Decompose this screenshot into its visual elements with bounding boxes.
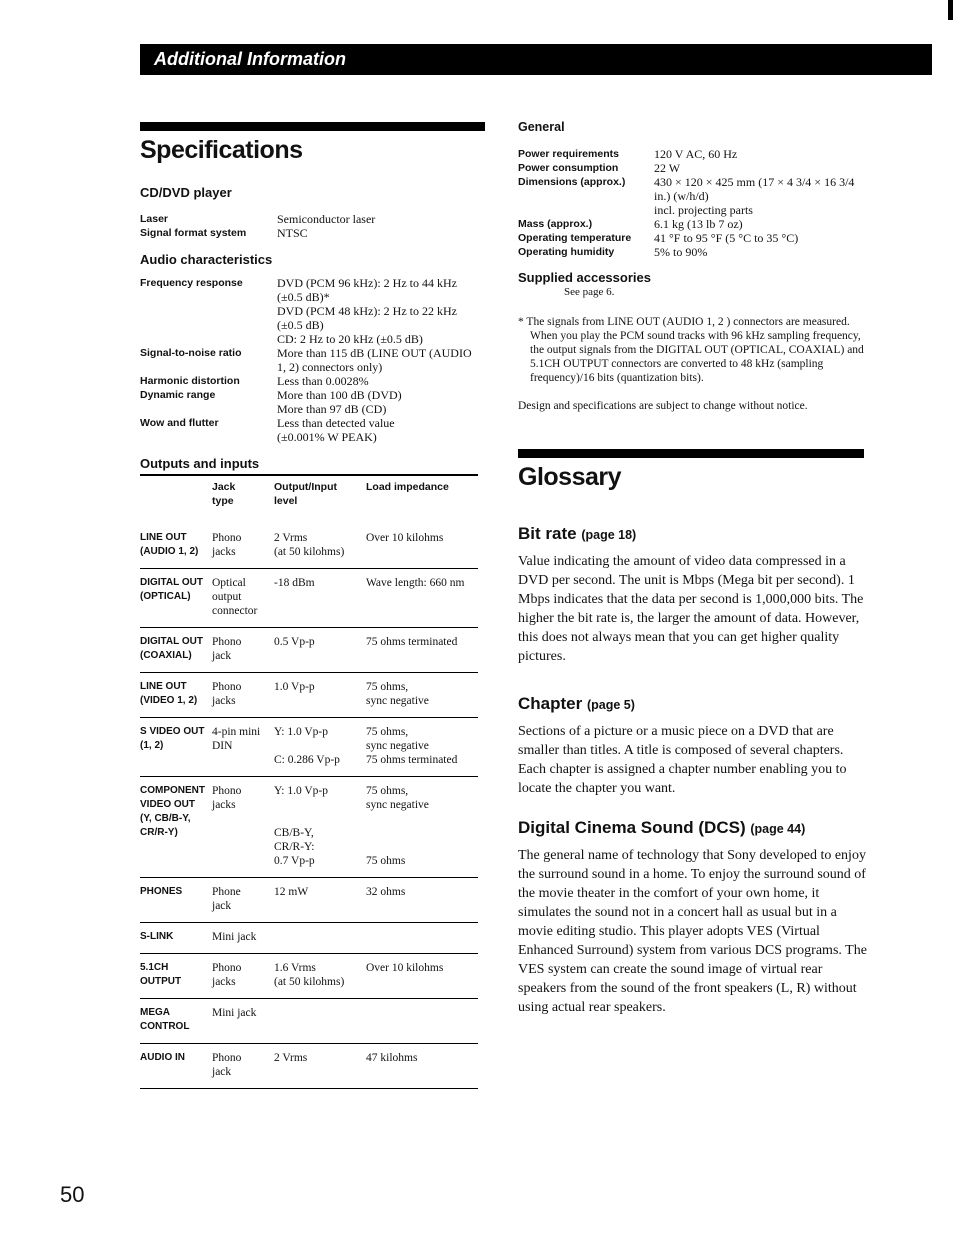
accessories-text: See page 6.	[564, 286, 615, 298]
spec-value: 6.1 kg (13 lb 7 oz)	[654, 217, 743, 231]
glossary-term	[518, 818, 868, 838]
spec-value: Less than 0.0028%	[277, 374, 369, 388]
table-cell: 75 ohms, sync negative 75 ohms	[366, 777, 478, 878]
term-name: Digital Cinema Sound (DCS)	[518, 818, 746, 837]
table-row	[140, 524, 478, 569]
term-definition: Value indicating the amount of video data compressed in a DVD per second. The unit is Mbps (Mega bit per second). 1 Mbps indicates that the data per second is 1,000,000 bits. The higher the bit rate is, the larger the amount of data. However, this does not always mean that you can get higher quality pictures.	[518, 554, 864, 664]
spec-label: Harmonic distortion	[140, 375, 240, 387]
table-row	[140, 954, 478, 999]
spec-value: 41 °F to 95 °F (5 °C to 35 °C)	[654, 231, 799, 245]
table-cell: 0.5 Vp-p	[274, 628, 366, 673]
spec-row	[140, 276, 485, 346]
spec-value: 120 V AC, 60 Hz	[654, 147, 738, 161]
spec-label: Laser	[140, 213, 169, 225]
table-cell: Phono jacks	[212, 524, 274, 569]
term-page-ref: (page 18)	[581, 528, 637, 542]
audio-specs	[140, 276, 485, 444]
jack-name: 5.1CH OUTPUT	[140, 954, 212, 999]
specifications-title: Specifications	[140, 136, 303, 164]
table-cell: Optical output connector	[212, 569, 274, 628]
spec-value: DVD (PCM 96 kHz): 2 Hz to 44 kHz (±0.5 dB)* DVD (PCM 48 kHz): 2 Hz to 22 kHz (±0.5 dB) CD: 2 Hz to 20 kHz (±0.5 dB)	[277, 276, 457, 346]
spec-value: 5% to 90%	[654, 245, 708, 259]
table-row	[140, 777, 478, 878]
outputs-heading: Outputs and inputs	[140, 456, 260, 471]
table-cell: Phono jacks	[212, 673, 274, 718]
column-header: Output/Input level	[274, 475, 366, 524]
column-header: Jack type	[212, 475, 274, 524]
spec-row	[518, 147, 868, 161]
table-cell	[274, 999, 366, 1044]
table-cell: 75 ohms, sync negative	[366, 673, 478, 718]
specifications-column	[140, 122, 485, 1089]
column-header	[140, 475, 212, 524]
table-cell: Phone jack	[212, 878, 274, 923]
page-number: 50	[60, 1182, 85, 1207]
spec-label: Frequency response	[140, 277, 243, 289]
jack-name: AUDIO IN	[140, 1044, 212, 1089]
change-notice: Design and specifications are subject to change without notice.	[518, 400, 808, 412]
jack-name: S-LINK	[140, 923, 212, 954]
spec-row	[518, 175, 868, 217]
spec-value: 22 W	[654, 161, 681, 175]
right-column	[518, 120, 868, 1017]
glossary-term	[518, 694, 868, 714]
spec-row	[140, 346, 485, 374]
general-heading: General	[518, 120, 565, 134]
jack-name: COMPONENT VIDEO OUT (Y, CB/B-Y, CR/R-Y)	[140, 777, 212, 878]
jack-name: S VIDEO OUT (1, 2)	[140, 718, 212, 777]
table-row	[140, 673, 478, 718]
spec-value: Less than detected value (±0.001% W PEAK)	[277, 416, 395, 444]
section-banner: Additional Information	[140, 44, 932, 75]
table-cell: 32 ohms	[366, 878, 478, 923]
table-cell: Phono jacks	[212, 954, 274, 999]
table-cell	[274, 923, 366, 954]
jack-name: MEGA CONTROL	[140, 999, 212, 1044]
table-cell: 1.0 Vp-p	[274, 673, 366, 718]
cd-dvd-specs	[140, 212, 485, 240]
spec-label: Power consumption	[518, 162, 619, 174]
term-definition: Sections of a picture or a music piece on a DVD that are smaller than titles. A title is composed of several chapters. Each chapter is assigned a chapter number enabling you to locate the chapter you want.	[518, 724, 847, 796]
table-cell: 75 ohms terminated	[366, 628, 478, 673]
table-row	[140, 923, 478, 954]
term-page-ref: (page 5)	[586, 698, 635, 712]
glossary-term	[518, 524, 868, 544]
jack-name: PHONES	[140, 878, 212, 923]
spec-label: Mass (approx.)	[518, 218, 593, 230]
table-row	[140, 569, 478, 628]
spec-row	[518, 245, 868, 259]
title-rule	[140, 122, 485, 131]
spec-value: More than 115 dB (LINE OUT (AUDIO 1, 2) connectors only)	[277, 346, 472, 374]
table-row	[140, 1044, 478, 1089]
table-cell: Mini jack	[212, 923, 274, 954]
edge-mark	[948, 0, 953, 20]
spec-row	[140, 388, 485, 416]
term-page-ref: (page 44)	[750, 822, 806, 836]
table-cell: Phono jack	[212, 628, 274, 673]
spec-row	[518, 217, 868, 231]
term-name: Bit rate	[518, 524, 577, 543]
column-header: Load impedance	[366, 475, 478, 524]
glossary-rule	[518, 449, 864, 458]
spec-row	[518, 161, 868, 175]
spec-value: More than 100 dB (DVD) More than 97 dB (CD)	[277, 388, 402, 416]
general-specs	[518, 147, 868, 259]
table-cell: 75 ohms, sync negative 75 ohms terminated	[366, 718, 478, 777]
table-cell: 1.6 Vrms (at 50 kilohms)	[274, 954, 366, 999]
table-row	[140, 718, 478, 777]
spec-label: Signal format system	[140, 227, 247, 239]
table-cell: Phono jacks	[212, 777, 274, 878]
table-cell: Y: 1.0 Vp-p CB/B-Y, CR/R-Y: 0.7 Vp-p	[274, 777, 366, 878]
table-row	[140, 628, 478, 673]
table-cell: 2 Vrms	[274, 1044, 366, 1089]
accessories-heading: Supplied accessories	[518, 270, 651, 285]
table-cell: 4-pin mini DIN	[212, 718, 274, 777]
table-cell: Mini jack	[212, 999, 274, 1044]
spec-row	[140, 416, 485, 444]
spec-label: Operating humidity	[518, 246, 615, 258]
spec-row	[140, 374, 485, 388]
audio-heading: Audio characteristics	[140, 252, 273, 267]
spec-value: Semiconductor laser	[277, 212, 376, 226]
table-cell: Wave length: 660 nm	[366, 569, 478, 628]
table-cell	[366, 923, 478, 954]
jack-name: DIGITAL OUT (OPTICAL)	[140, 569, 212, 628]
footnote: * The signals from LINE OUT (AUDIO 1, 2 ) connectors are measured. When you play the PCM sound tracks with 96 kHz sampling frequency, the output signals from the DIGITAL OUT (OPTICAL, COAXIAL) and 5.1CH OUTPUT connectors are converted to 48 kHz (sampling frequency)/16 bits (quantization bits).	[518, 316, 864, 384]
table-cell: 47 kilohms	[366, 1044, 478, 1089]
cd-dvd-heading: CD/DVD player	[140, 185, 232, 200]
jack-name: DIGITAL OUT (COAXIAL)	[140, 628, 212, 673]
jack-name: LINE OUT (VIDEO 1, 2)	[140, 673, 212, 718]
spec-label: Operating temperature	[518, 232, 632, 244]
table-row	[140, 999, 478, 1044]
spec-label: Dimensions (approx.)	[518, 176, 626, 188]
spec-label: Signal-to-noise ratio	[140, 347, 242, 359]
table-cell	[366, 999, 478, 1044]
table-cell: 12 mW	[274, 878, 366, 923]
spec-value: 430 × 120 × 425 mm (17 × 4 3/4 × 16 3/4 in.) (w/h/d) incl. projecting parts	[654, 175, 855, 217]
spec-label: Wow and flutter	[140, 417, 219, 429]
table-cell: Y: 1.0 Vp-p C: 0.286 Vp-p	[274, 718, 366, 777]
spec-row	[140, 212, 485, 226]
term-definition: The general name of technology that Sony developed to enjoy the surround sound in a home. To enjoy the surround sound of the movie theater in the comfort of your own home, it simulates the sound not in a concert hall as usual but in a movie editing studio. This player adopts VES (Virtual Enhanced Surround) system from various DCS programs. The VES system can create the sound image of virtual rear speakers from the sound of the front speakers (L, R) without using actual rear speakers.	[518, 848, 867, 1015]
table-cell: -18 dBm	[274, 569, 366, 628]
spec-row	[518, 231, 868, 245]
table-cell: Phono jack	[212, 1044, 274, 1089]
spec-value: NTSC	[277, 226, 308, 240]
table-cell: Over 10 kilohms	[366, 524, 478, 569]
table-cell: 2 Vrms (at 50 kilohms)	[274, 524, 366, 569]
spec-label: Dynamic range	[140, 389, 216, 401]
spec-row	[140, 226, 485, 240]
term-name: Chapter	[518, 694, 583, 713]
outputs-table	[140, 474, 478, 1089]
glossary-title: Glossary	[518, 463, 622, 491]
table-cell: Over 10 kilohms	[366, 954, 478, 999]
jack-name: LINE OUT (AUDIO 1, 2)	[140, 524, 212, 569]
glossary-entries	[518, 524, 868, 1017]
spec-label: Power requirements	[518, 148, 619, 160]
table-row	[140, 878, 478, 923]
